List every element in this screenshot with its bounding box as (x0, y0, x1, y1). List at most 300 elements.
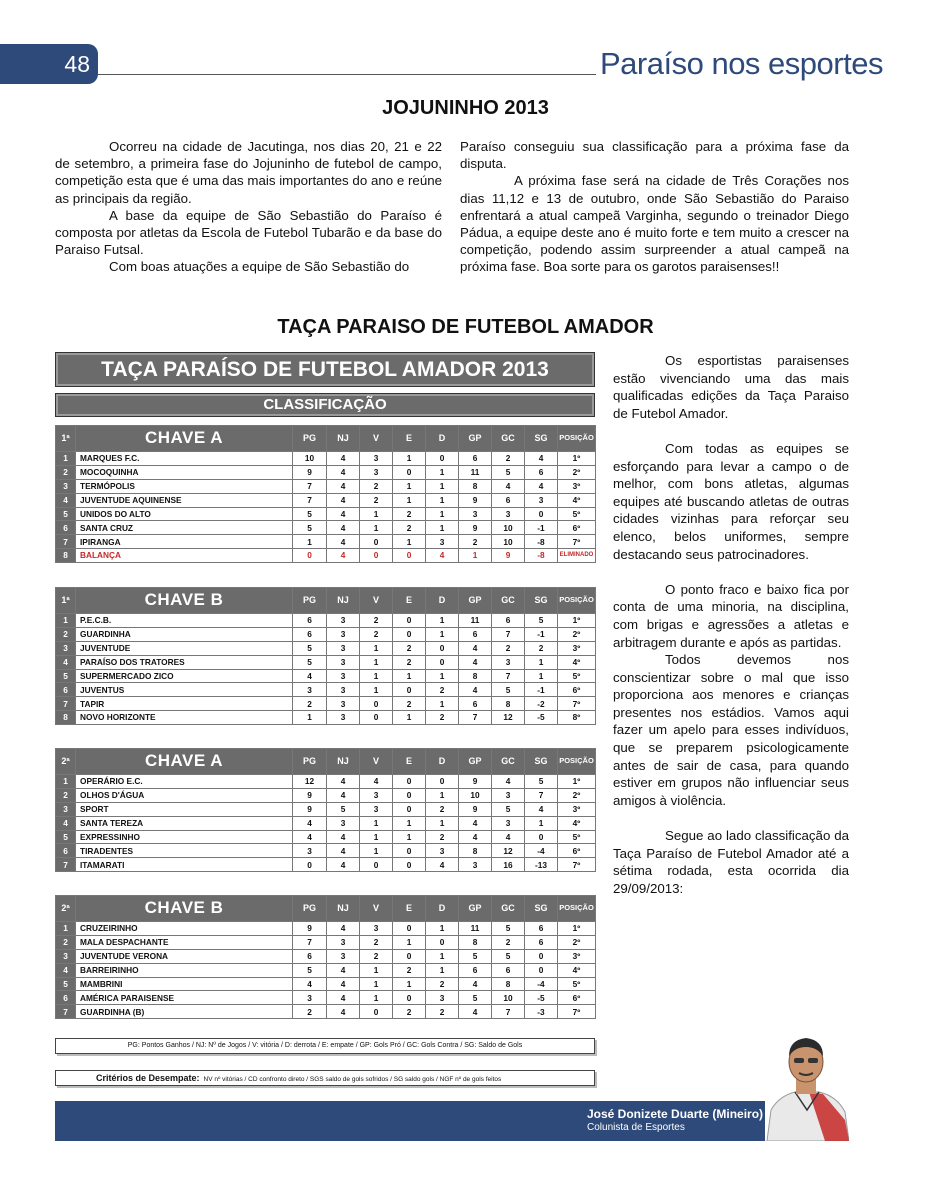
stat-gc: 5 (492, 949, 525, 963)
side-paragraph: O ponto fraco e baixo fica por conta de uma minoria, na disciplina, com brigas e agressões a atletas e arbitragem durante e após as partidas. (613, 581, 849, 650)
column-header: POSIÇÃO (558, 426, 596, 452)
team-name: OLHOS D'ÁGUA (76, 788, 293, 802)
team-name: BALANÇA (76, 549, 293, 563)
stat-pos: 7º (558, 697, 596, 711)
stat-d: 0 (426, 655, 459, 669)
column-header: D (426, 896, 459, 922)
column-header: NJ (327, 426, 360, 452)
article-paragraph: Ocorreu na cidade de Jacutinga, nos dias 20, 21 e 22 de setembro, a primeira fase do Jojuninho de futebol de campo, competição esta que é uma das mais importantes do ano e reúne as principais da região. (55, 139, 442, 206)
stat-gc: 4 (492, 830, 525, 844)
column-header: GC (492, 588, 525, 614)
stat-pos: 2º (558, 465, 596, 479)
row-number: 6 (56, 683, 76, 697)
stat-e: 1 (393, 669, 426, 683)
stat-nj: 3 (327, 669, 360, 683)
column-header: SG (525, 896, 558, 922)
row-number: 3 (56, 802, 76, 816)
column-header: D (426, 426, 459, 452)
table-row (56, 991, 596, 1005)
stat-pos: 7º (558, 858, 596, 872)
stat-gp: 9 (459, 493, 492, 507)
stat-gp: 4 (459, 977, 492, 991)
stat-d: 3 (426, 991, 459, 1005)
stat-nj: 3 (327, 697, 360, 711)
stat-pg: 4 (293, 816, 327, 830)
side-paragraph: Com todas as equipes se esforçando para levar a campo o de melhor, com bons atletas, algumas equipes até buscando atletas de outras cidades vizinhas para reforçar seu elenco, belos uniformes, sempre destacando seus patrocinadores. (613, 440, 849, 562)
stat-pg: 3 (293, 844, 327, 858)
stat-v: 0 (360, 711, 393, 725)
article-title: JOJUNINHO 2013 (382, 97, 549, 119)
group-name: CHAVE B (76, 588, 293, 614)
row-number: 5 (56, 830, 76, 844)
table-row (56, 935, 596, 949)
table-row (56, 922, 596, 936)
stat-nj: 3 (327, 627, 360, 641)
stat-d: 1 (426, 627, 459, 641)
row-number: 5 (56, 507, 76, 521)
side-paragraph: Segue ao lado classificação da Taça Paraíso de Futebol Amador até a sétima rodada, esta ocorrida dia 29/09/2013: (613, 828, 849, 896)
stat-pos: 2º (558, 627, 596, 641)
table-row (56, 949, 596, 963)
table-row (56, 1005, 596, 1019)
table-row (56, 977, 596, 991)
stat-pos: 3º (558, 802, 596, 816)
stat-pos: ELIMINADO (558, 549, 596, 563)
column-header: SG (525, 749, 558, 775)
stat-nj: 4 (327, 991, 360, 1005)
stat-e: 1 (393, 479, 426, 493)
stat-sg: 0 (525, 949, 558, 963)
table-row (56, 669, 596, 683)
team-name: TIRADENTES (76, 844, 293, 858)
stat-e: 0 (393, 949, 426, 963)
stat-d: 2 (426, 977, 459, 991)
stat-d: 3 (426, 535, 459, 549)
table-row (56, 479, 596, 493)
stat-nj: 4 (327, 963, 360, 977)
stat-gp: 9 (459, 521, 492, 535)
page-number: 48 (64, 51, 90, 77)
stat-gc: 7 (492, 627, 525, 641)
stat-d: 1 (426, 669, 459, 683)
row-number: 6 (56, 844, 76, 858)
stat-sg: 1 (525, 816, 558, 830)
column-header: E (393, 426, 426, 452)
stat-gp: 4 (459, 655, 492, 669)
stat-pos: 5º (558, 507, 596, 521)
stat-pos: 7º (558, 535, 596, 549)
stat-pos: 4º (558, 816, 596, 830)
stat-e: 1 (393, 935, 426, 949)
stat-nj: 4 (327, 452, 360, 466)
stat-nj: 4 (327, 788, 360, 802)
stat-gp: 6 (459, 697, 492, 711)
stat-pg: 6 (293, 949, 327, 963)
stat-nj: 3 (327, 655, 360, 669)
stat-nj: 4 (327, 858, 360, 872)
column-header: POSIÇÃO (558, 588, 596, 614)
stat-nj: 4 (327, 465, 360, 479)
stat-nj: 3 (327, 614, 360, 628)
stat-gc: 5 (492, 922, 525, 936)
stat-d: 1 (426, 479, 459, 493)
table-row (56, 802, 596, 816)
author-role: Colunista de Esportes (587, 1122, 685, 1133)
row-number: 1 (56, 922, 76, 936)
stat-e: 0 (393, 922, 426, 936)
row-number: 4 (56, 493, 76, 507)
column-header: D (426, 749, 459, 775)
stat-gc: 7 (492, 1005, 525, 1019)
column-header: NJ (327, 896, 360, 922)
row-number: 7 (56, 697, 76, 711)
stat-sg: 0 (525, 830, 558, 844)
stat-sg: -5 (525, 711, 558, 725)
stat-gc: 3 (492, 816, 525, 830)
row-number: 2 (56, 627, 76, 641)
column-header: GP (459, 749, 492, 775)
stat-d: 3 (426, 844, 459, 858)
stat-pg: 5 (293, 521, 327, 535)
stat-nj: 4 (327, 1005, 360, 1019)
table-row (56, 858, 596, 872)
row-number: 2 (56, 788, 76, 802)
team-name: MOCOQUINHA (76, 465, 293, 479)
stat-e: 0 (393, 775, 426, 789)
stat-v: 2 (360, 614, 393, 628)
stat-v: 1 (360, 963, 393, 977)
stat-d: 0 (426, 775, 459, 789)
stat-v: 0 (360, 1005, 393, 1019)
stat-e: 0 (393, 614, 426, 628)
team-name: UNIDOS DO ALTO (76, 507, 293, 521)
team-name: MARQUES F.C. (76, 452, 293, 466)
column-header: NJ (327, 588, 360, 614)
column-header: V (360, 749, 393, 775)
column-header: V (360, 588, 393, 614)
table-row (56, 641, 596, 655)
article-paragraph: Com boas atuações a equipe de São Sebastião do (109, 259, 410, 275)
team-name: IPIRANGA (76, 535, 293, 549)
stat-nj: 4 (327, 844, 360, 858)
team-name: JUVENTUDE VERONA (76, 949, 293, 963)
stat-e: 1 (393, 977, 426, 991)
stat-sg: 1 (525, 655, 558, 669)
stat-v: 2 (360, 627, 393, 641)
team-name: SPORT (76, 802, 293, 816)
stat-sg: 4 (525, 452, 558, 466)
stat-gc: 7 (492, 669, 525, 683)
standings-table (55, 748, 596, 872)
stat-sg: 2 (525, 641, 558, 655)
stat-d: 0 (426, 935, 459, 949)
standings-table (55, 895, 596, 1019)
stat-e: 0 (393, 627, 426, 641)
table-row (56, 788, 596, 802)
stat-pg: 9 (293, 788, 327, 802)
team-name: PARAÍSO DOS TRATORES (76, 655, 293, 669)
stat-gp: 8 (459, 844, 492, 858)
author-name: José Donizete Duarte (Mineiro) (587, 1107, 764, 1121)
stat-v: 0 (360, 535, 393, 549)
stat-v: 1 (360, 655, 393, 669)
stat-gc: 10 (492, 521, 525, 535)
stat-nj: 4 (327, 507, 360, 521)
stat-e: 0 (393, 858, 426, 872)
team-name: JUVENTUDE AQUINENSE (76, 493, 293, 507)
stat-pg: 1 (293, 535, 327, 549)
stat-d: 1 (426, 614, 459, 628)
team-name: MALA DESPACHANTE (76, 935, 293, 949)
column-header: SG (525, 426, 558, 452)
stat-d: 1 (426, 963, 459, 977)
stat-gc: 6 (492, 493, 525, 507)
article-paragraph: A base da equipe de São Sebastião do Paraíso é composta por atletas da Escola de Futebol Tubarão e da base do Paraiso Futsal. (55, 207, 442, 258)
stat-sg: 1 (525, 669, 558, 683)
stat-gc: 2 (492, 641, 525, 655)
stat-e: 2 (393, 641, 426, 655)
stat-d: 1 (426, 697, 459, 711)
column-header: GC (492, 426, 525, 452)
stat-nj: 4 (327, 977, 360, 991)
stat-pos: 1º (558, 614, 596, 628)
table-row (56, 627, 596, 641)
stat-v: 1 (360, 683, 393, 697)
column-header: POSIÇÃO (558, 896, 596, 922)
table-row (56, 844, 596, 858)
stat-v: 2 (360, 493, 393, 507)
criteria-label: Critérios de Desempate: (96, 1073, 200, 1083)
stat-d: 2 (426, 830, 459, 844)
stat-pos: 6º (558, 844, 596, 858)
stat-sg: -1 (525, 627, 558, 641)
stat-v: 2 (360, 949, 393, 963)
stat-gp: 11 (459, 614, 492, 628)
stat-pg: 2 (293, 697, 327, 711)
stat-d: 0 (426, 641, 459, 655)
row-number: 8 (56, 711, 76, 725)
stat-e: 2 (393, 507, 426, 521)
stat-nj: 4 (327, 535, 360, 549)
team-name: CRUZEIRINHO (76, 922, 293, 936)
stat-pos: 4º (558, 493, 596, 507)
stat-e: 1 (393, 711, 426, 725)
stat-nj: 3 (327, 949, 360, 963)
stat-gc: 2 (492, 935, 525, 949)
stat-gc: 12 (492, 844, 525, 858)
stat-pg: 7 (293, 479, 327, 493)
stat-pos: 3º (558, 479, 596, 493)
tournament-banner: TAÇA PARAÍSO DE FUTEBOL AMADOR 2013 (55, 352, 595, 387)
table-row (56, 465, 596, 479)
team-name: GUARDINHA (76, 627, 293, 641)
stat-pos: 6º (558, 683, 596, 697)
stat-gc: 2 (492, 452, 525, 466)
stat-gc: 9 (492, 549, 525, 563)
row-number: 7 (56, 535, 76, 549)
team-name: P.E.C.B. (76, 614, 293, 628)
stat-pos: 1º (558, 452, 596, 466)
group-name: CHAVE B (76, 896, 293, 922)
tournament-section-title: TAÇA PARAISO DE FUTEBOL AMADOR (277, 316, 654, 338)
standings-table (55, 587, 596, 725)
stat-sg: 6 (525, 922, 558, 936)
stat-gp: 7 (459, 711, 492, 725)
tiebreak-criteria-box (55, 1070, 595, 1086)
stat-d: 1 (426, 788, 459, 802)
stat-pg: 1 (293, 711, 327, 725)
group-name: CHAVE A (76, 426, 293, 452)
table-row (56, 830, 596, 844)
stat-d: 1 (426, 465, 459, 479)
column-header: PG (293, 426, 327, 452)
stat-nj: 4 (327, 775, 360, 789)
phase-label: 1ª (56, 588, 76, 614)
stat-nj: 4 (327, 549, 360, 563)
team-name: GUARDINHA (B) (76, 1005, 293, 1019)
stat-v: 0 (360, 858, 393, 872)
stat-gp: 5 (459, 991, 492, 1005)
column-header: SG (525, 588, 558, 614)
stat-gp: 6 (459, 627, 492, 641)
stat-v: 2 (360, 935, 393, 949)
stat-gp: 5 (459, 949, 492, 963)
stat-pg: 3 (293, 683, 327, 697)
column-header: V (360, 896, 393, 922)
stat-nj: 3 (327, 816, 360, 830)
stat-gc: 3 (492, 655, 525, 669)
stat-v: 1 (360, 507, 393, 521)
stat-d: 2 (426, 683, 459, 697)
stat-pos: 2º (558, 788, 596, 802)
table-row (56, 711, 596, 725)
stat-d: 1 (426, 922, 459, 936)
stat-e: 1 (393, 830, 426, 844)
row-number: 4 (56, 655, 76, 669)
stat-d: 2 (426, 802, 459, 816)
stat-nj: 3 (327, 641, 360, 655)
column-header: GC (492, 749, 525, 775)
row-number: 4 (56, 963, 76, 977)
stat-pos: 5º (558, 977, 596, 991)
phase-label: 2ª (56, 896, 76, 922)
stat-gc: 5 (492, 802, 525, 816)
table-row (56, 963, 596, 977)
stat-gc: 3 (492, 507, 525, 521)
stat-gp: 4 (459, 683, 492, 697)
row-number: 5 (56, 977, 76, 991)
team-name: SANTA CRUZ (76, 521, 293, 535)
side-column (613, 352, 849, 915)
columnist-photo (765, 1028, 849, 1141)
stat-gp: 9 (459, 775, 492, 789)
stat-v: 1 (360, 830, 393, 844)
row-number: 2 (56, 935, 76, 949)
stat-pos: 5º (558, 830, 596, 844)
stat-d: 1 (426, 493, 459, 507)
stat-pos: 4º (558, 963, 596, 977)
table-row (56, 697, 596, 711)
stat-d: 1 (426, 816, 459, 830)
column-header: D (426, 588, 459, 614)
column-header: E (393, 896, 426, 922)
stat-gp: 11 (459, 465, 492, 479)
stat-d: 1 (426, 507, 459, 521)
stat-v: 1 (360, 669, 393, 683)
stat-v: 1 (360, 844, 393, 858)
stat-gc: 6 (492, 963, 525, 977)
row-number: 3 (56, 479, 76, 493)
table-row (56, 655, 596, 669)
row-number: 5 (56, 669, 76, 683)
stat-d: 1 (426, 521, 459, 535)
team-name: JUVENTUS (76, 683, 293, 697)
article-right-column (460, 138, 849, 276)
stat-pg: 5 (293, 641, 327, 655)
stat-sg: 3 (525, 493, 558, 507)
stat-v: 0 (360, 549, 393, 563)
table-row (56, 493, 596, 507)
stat-sg: 4 (525, 479, 558, 493)
stat-sg: -5 (525, 991, 558, 1005)
stat-pg: 5 (293, 507, 327, 521)
stat-sg: -1 (525, 683, 558, 697)
team-name: AMÉRICA PARAISENSE (76, 991, 293, 1005)
stat-sg: -1 (525, 521, 558, 535)
stat-pg: 5 (293, 655, 327, 669)
stat-gc: 4 (492, 479, 525, 493)
team-name: BARREIRINHO (76, 963, 293, 977)
stat-sg: 0 (525, 507, 558, 521)
stat-v: 0 (360, 697, 393, 711)
row-number: 7 (56, 1005, 76, 1019)
stat-sg: -3 (525, 1005, 558, 1019)
legend-box: PG: Pontos Ganhos / NJ: Nº de Jogos / V: vitória / D: derrota / E: empate / GP: Gols Pró / GC: Gols Contra / SG: Saldo de Gols (55, 1038, 595, 1054)
stat-pos: 5º (558, 669, 596, 683)
stat-e: 0 (393, 788, 426, 802)
stat-sg: 4 (525, 802, 558, 816)
stat-sg: -4 (525, 977, 558, 991)
side-paragraph: Todos devemos nos conscientizar sobre o mal que isso proporciona aos menores e crianças presentes nos estádios. Vamos aqui fazer um apelo para esses indivíduos, que se preparem psicologicamente antes de sair de casa, para quando estiver em grupos não influenciar seus amigos à violência. (613, 652, 849, 808)
phase-label: 2ª (56, 749, 76, 775)
stat-sg: 5 (525, 614, 558, 628)
stat-d: 2 (426, 1005, 459, 1019)
stat-gp: 11 (459, 922, 492, 936)
stat-e: 0 (393, 991, 426, 1005)
stat-e: 1 (393, 452, 426, 466)
phase-label: 1ª (56, 426, 76, 452)
team-name: OPERÁRIO E.C. (76, 775, 293, 789)
stat-d: 2 (426, 711, 459, 725)
stat-v: 3 (360, 788, 393, 802)
stat-pg: 4 (293, 830, 327, 844)
stat-d: 4 (426, 858, 459, 872)
article-paragraph: Paraíso conseguiu sua classificação para a próxima fase da disputa. (460, 139, 849, 172)
row-number: 6 (56, 521, 76, 535)
stat-v: 3 (360, 465, 393, 479)
stat-e: 0 (393, 683, 426, 697)
team-name: SANTA TEREZA (76, 816, 293, 830)
stat-gc: 3 (492, 788, 525, 802)
stat-pg: 12 (293, 775, 327, 789)
row-number: 4 (56, 816, 76, 830)
stat-gc: 12 (492, 711, 525, 725)
column-header: NJ (327, 749, 360, 775)
stat-nj: 4 (327, 493, 360, 507)
stat-sg: 7 (525, 788, 558, 802)
stat-gc: 10 (492, 535, 525, 549)
stat-e: 2 (393, 655, 426, 669)
